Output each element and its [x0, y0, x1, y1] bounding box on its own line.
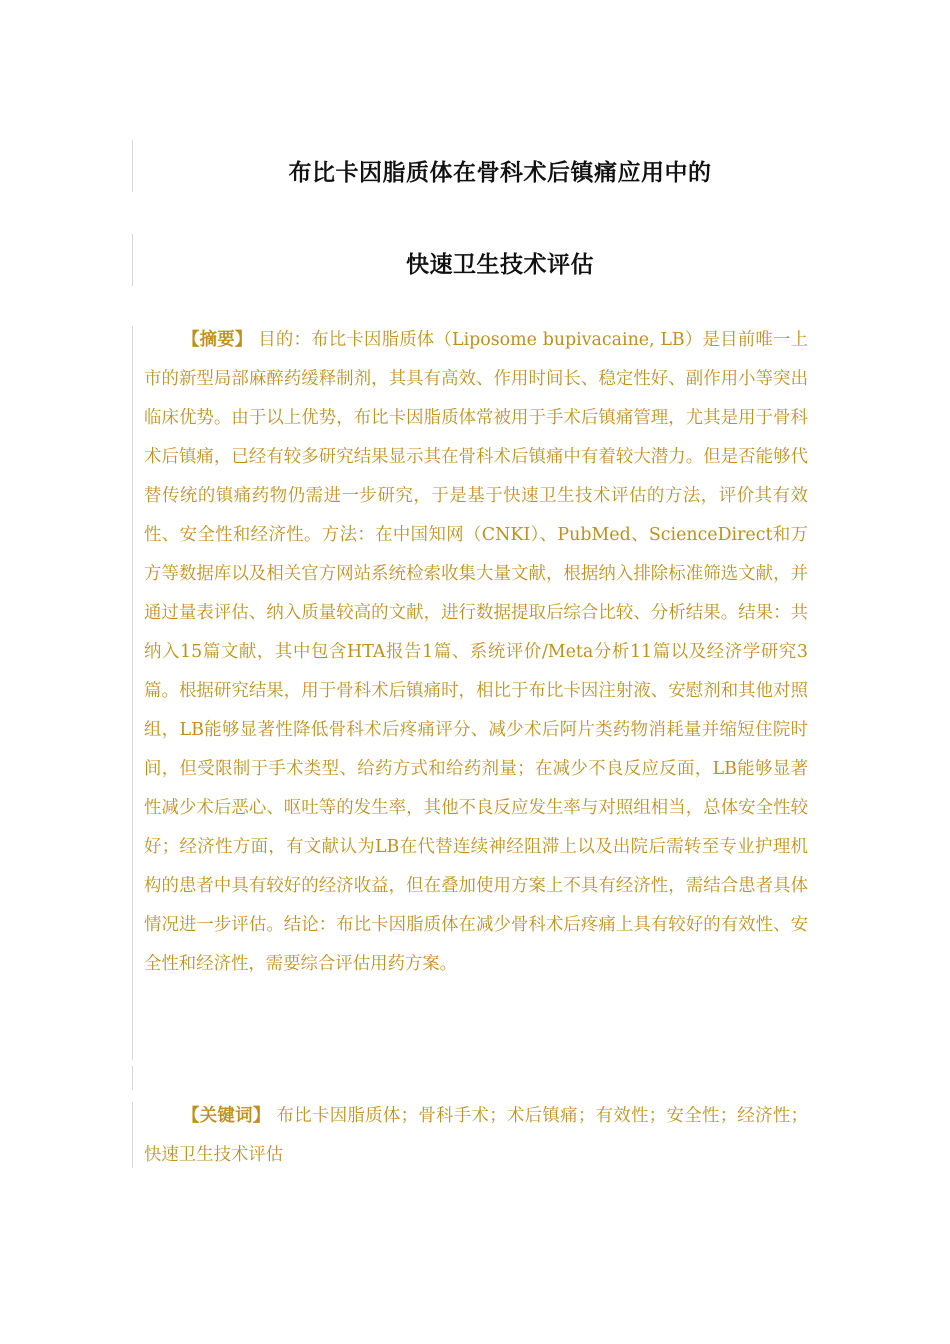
abstract-text: 目的：布比卡因脂质体（Liposome bupivacaine, LB）是目前唯一上市的新型局部麻醉药缓释制剂，其具有高效、作用时间长、稳定性好、副作用小等突出临床优势。由于以上优势，布比卡因脂质体常被用于手术后镇痛管理，尤其是用于骨科术后镇痛，已经有较多研究结果显示其在骨科术后镇痛中有着较大潜力。但是否能够代替传统的镇痛药物仍需进一步研究，于是基于快速卫生技术评估的方法，评价其有效性、安全性和经济性。方法：在中国知网（CNKI）、PubMed、ScienceDirect和万方等数据库以及相关官方网站系统检索收集大量文献，根据纳入排除标准筛选文献，并通过量表评估、纳入质量较高的文献，进行数据提取后综合比较、分析结果。结果：共纳入15篇文献，其中包含HTA报告1篇、系统评价/Meta分析11篇以及经济学研究3篇。根据研究结果，用于骨科术后镇痛时，相比于布比卡因注射液、安慰剂和其他对照组，LB能够显著性降低骨科术后疼痛评分、减少术后阿片类药物消耗量并缩短住院时间，但受限制于手术类型、给药方式和给药剂量；在减少不良反应反面，LB能够显著性减少术后恶心、呕吐等的发生率，其他不良反应发生率与对照组相当，总体安全性较好；经济性方面，有文献认为LB在代替连续神经阻滞上以及出院后需转至专业护理机构的患者中具有较好的经济收益，但在叠加使用方案上不具有经济性，需结合患者具体情况进一步评估。结论：布比卡因脂质体在减少骨科术后疼痛上具有较好的有效性、安全性和经济性，需要综合评估用药方案。: [144, 330, 809, 974]
margin-rule-gap: [132, 1066, 133, 1090]
keywords-label: 【关键词】: [182, 1106, 271, 1126]
margin-rule-abstract: [132, 326, 133, 1060]
margin-rule-title-2: [132, 234, 133, 286]
margin-rule-keywords: [132, 1102, 133, 1168]
keywords-paragraph: [144, 1097, 808, 1175]
title-line-1: 布比卡因脂质体在骨科术后镇痛应用中的: [288, 160, 712, 186]
abstract-paragraph: [144, 321, 808, 984]
margin-rule-title-1: [132, 140, 133, 192]
abstract-label: 【摘要】: [182, 330, 253, 350]
keywords-text: 布比卡因脂质体；骨科手术；术后镇痛；有效性；安全性；经济性；快速卫生技术评估: [144, 1106, 808, 1165]
title-line-2: 快速卫生技术评估: [406, 252, 594, 278]
